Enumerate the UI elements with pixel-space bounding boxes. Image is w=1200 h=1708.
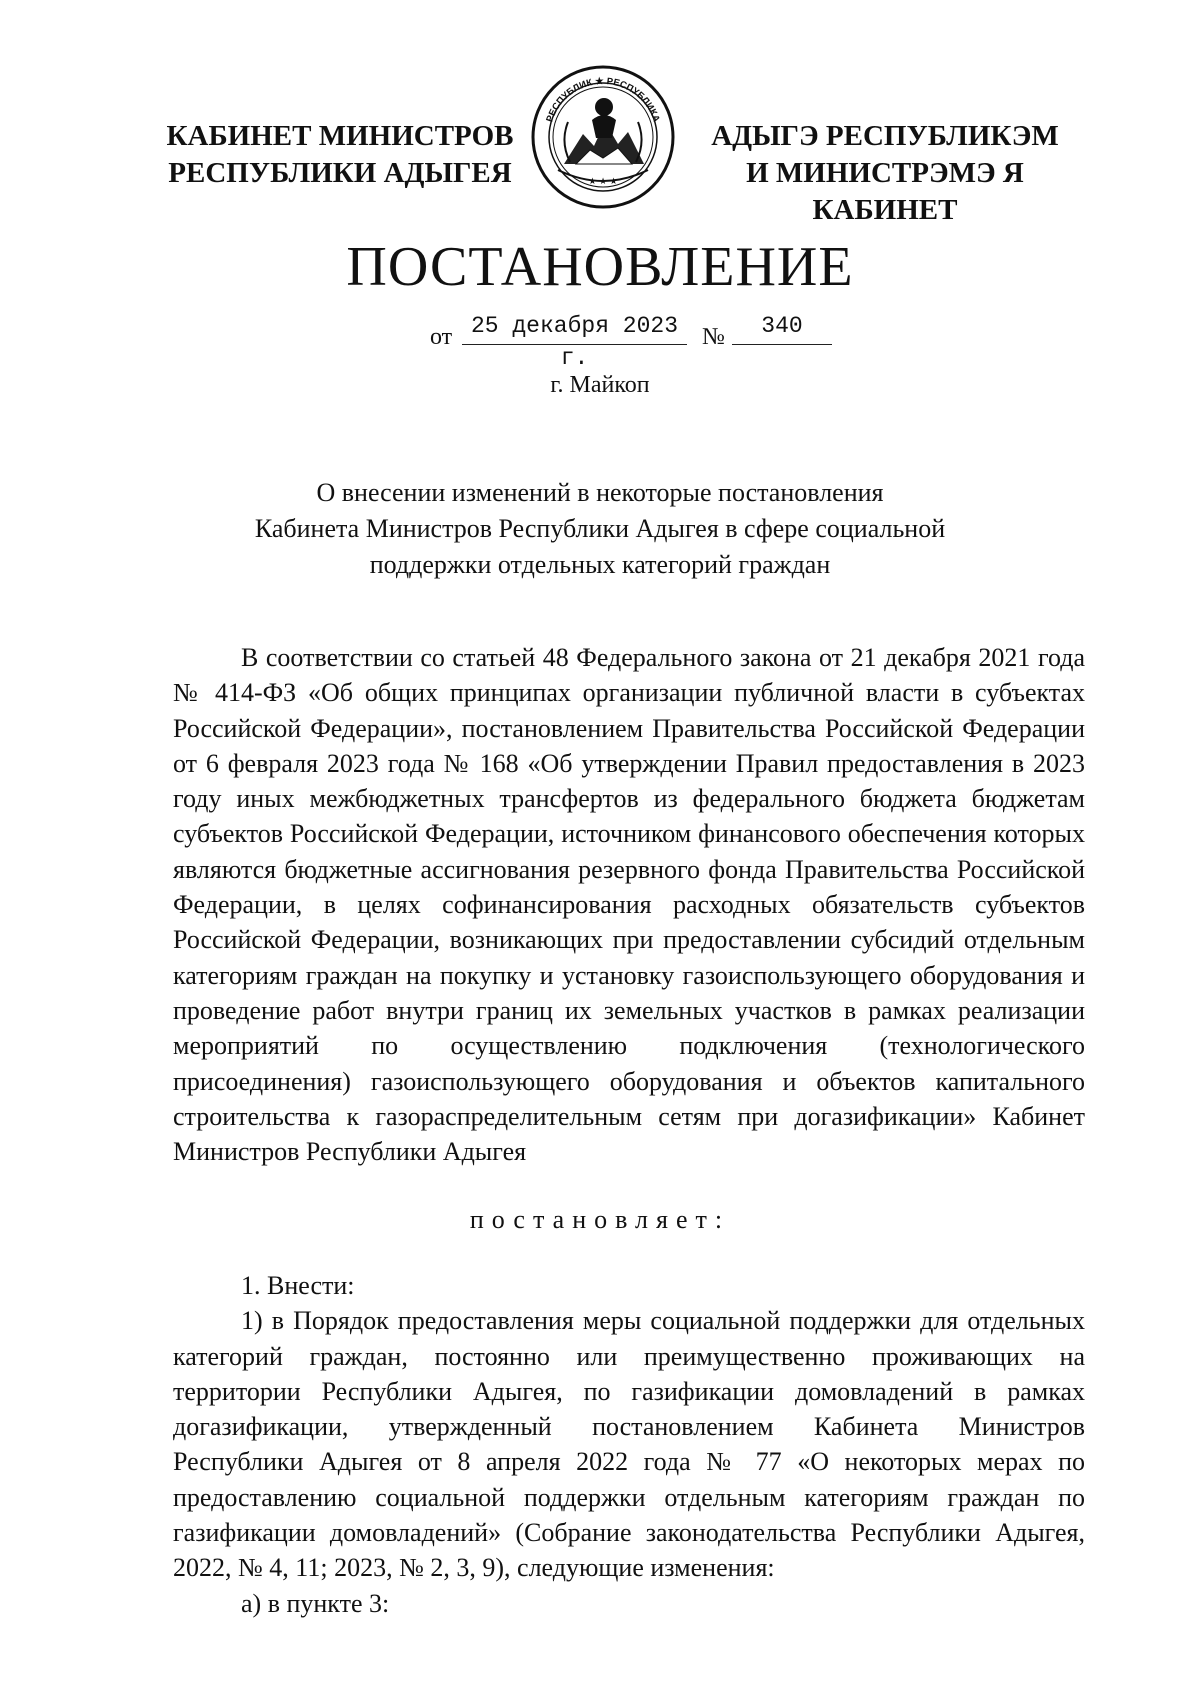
preamble — [173, 640, 1085, 1169]
document-date: 25 декабря 2023 г. — [462, 310, 687, 345]
issuer-line-1: КАБИНЕТ МИНИСТРОВ — [166, 120, 514, 152]
subject-line-2: Кабинета Министров Республики Адыгея в сфере социальной — [254, 514, 946, 543]
issuer-line-1-adyghe: АДЫГЭ РЕСПУБЛИКЭМ — [711, 120, 1059, 152]
document-number: 340 — [732, 310, 832, 345]
document-subject — [200, 475, 1000, 583]
subject-line-3: поддержки отдельных категорий граждан — [369, 550, 831, 579]
resolution-items — [173, 1268, 1085, 1621]
issuer-line-2-adyghe: И МИНИСТРЭМЭ Я КАБИНЕТ — [746, 157, 1024, 226]
date-prefix: от — [430, 324, 453, 350]
resolves-heading: постановляет: — [469, 1205, 731, 1234]
item-1-1: 1) в Порядок предоставления меры социальной поддержки для отдельных категорий граждан, постоянно или преимущественно проживающих на территории Республики Адыгея, по газификации домовладений в рамках догазификации, утвержденный постановлением Кабинета Министров Республики Адыгея от 8 апреля 2022 года № 77 «О некоторых мерах по предоставлению социальной поддержки отдельным категориям граждан по газификации домовладений» (Собрание законодательства Республики Адыгея, 2022, № 4, 11; 2023, № 2, 3, 9), следующие изменения: — [173, 1306, 1085, 1583]
issuer-name-adyghe — [675, 118, 1095, 229]
city: г. Майкоп — [550, 372, 650, 398]
number-sign: № — [702, 324, 725, 350]
emblem-text: РЕСПУБЛИК ★ РЕСПУБЛИКА — [544, 75, 662, 124]
issuer-name-russian — [160, 118, 520, 192]
preamble-paragraph: В соответствии со статьей 48 Федерального закона от 21 декабря 2021 года № 414-ФЗ «Об общих принципах организации публичной власти в субъектах Российской Федерации», постановлением Правительства Российской Федерации от 6 февраля 2023 года № 168 «Об утверждении Правил предоставления в 2023 году иных межбюджетных трансфертов из федерального бюджета бюджетам субъектов Российской Федерации, источником финансового обеспечения которых являются бюджетные ассигнования резервного фонда Правительства Российской Федерации, в целях софинансирования расходных обязательств субъектов Российской Федерации, возникающих при предоставлении субсидий отдельным категориям граждан на покупку и установку газоиспользующего оборудования и проведение работ внутри границ их земельных участков в рамках реализации мероприятий по осуществлению подключения (технологического присоединения) газоиспользующего оборудования и объектов капитального строительства к газораспределительным сетям при догазификации» Кабинет Министров Республики Адыгея — [173, 643, 1085, 1167]
item-1: 1. Внести: — [241, 1271, 355, 1300]
svg-text:★ ★ ★: ★ ★ ★ — [588, 176, 618, 186]
document-title: ПОСТАНОВЛЕНИЕ — [346, 236, 854, 298]
date-number-line — [430, 310, 850, 371]
subject-line-1: О внесении изменений в некоторые постановления — [316, 478, 884, 507]
coat-of-arms-icon — [528, 62, 678, 212]
item-1-1-a: а) в пункте 3: — [241, 1588, 390, 1618]
issuer-line-2: РЕСПУБЛИКИ АДЫГЕЯ — [168, 157, 512, 189]
